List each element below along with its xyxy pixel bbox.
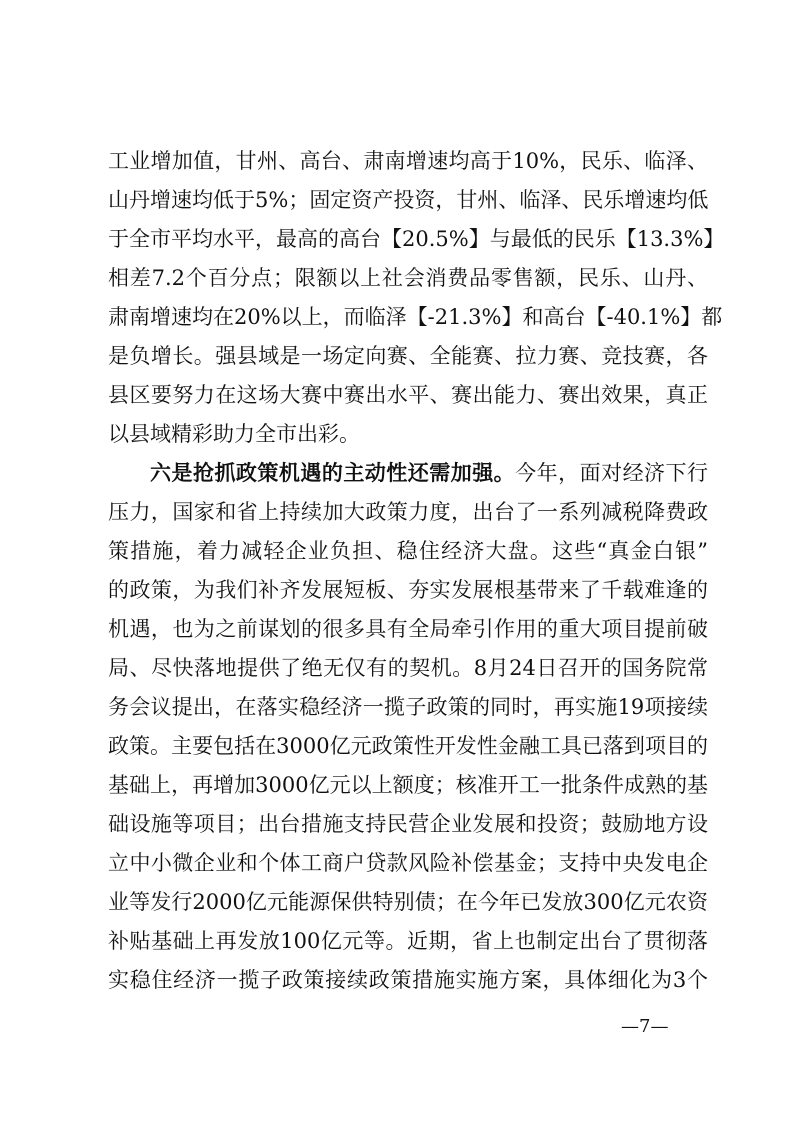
text-line: 补贴基础上再发放100亿元等。近期，省上也制定出台了贯彻落: [108, 929, 708, 953]
text-line: 政策。主要包括在3000亿元政策性开发性金融工具已落到项目的: [108, 734, 708, 758]
text-line: 务会议提出，在落实稳经济一揽子政策的同时，再实施19项接续: [108, 695, 708, 719]
text-line: 基础上，再增加3000亿元以上额度；核准开工一批条件成熟的基: [108, 773, 708, 797]
page-number: —7—: [621, 1016, 669, 1037]
text-line: 以县域精彩助力全市出彩。: [108, 422, 360, 446]
text-line: 肃南增速均在20%以上，而临泽【-21.3%】和高台【-40.1%】都: [108, 305, 723, 329]
paragraph-heading-line: [150, 458, 708, 488]
text-line: 的政策，为我们补齐发展短板、夯实发展根基带来了千载难逢的: [108, 578, 708, 602]
text-line: 压力，国家和省上持续加大政策力度，出台了一系列减税降费政: [108, 500, 708, 524]
text-line: 县区要努力在这场大赛中赛出水平、赛出能力、赛出效果，真正: [108, 383, 708, 407]
text-line: 机遇，也为之前谋划的很多具有全局牵引作用的重大项目提前破: [108, 617, 708, 641]
text-line: 工业增加值，甘州、高台、肃南增速均高于10%，民乐、临泽、: [108, 149, 708, 173]
heading-line-text: 今年，面对经济下行: [515, 461, 709, 485]
section-heading: 六是抢抓政策机遇的主动性还需加强。: [150, 460, 516, 485]
text-line: 局、尽快落地提供了绝无仅有的契机。8月24日召开的国务院常: [108, 656, 708, 680]
text-line: 于全市平均水平，最高的高台【20.5%】与最低的民乐【13.3%】: [108, 227, 725, 251]
text-line: 山丹增速均低于5%；固定资产投资，甘州、临泽、民乐增速均低: [108, 188, 709, 212]
text-line: 立中小微企业和个体工商户贷款风险补偿基金；支持中央发电企: [108, 851, 708, 875]
text-line: 实稳住经济一揽子政策接续政策措施实施方案，具体细化为3个: [108, 968, 708, 992]
text-line: 础设施等项目；出台措施支持民营企业发展和投资；鼓励地方设: [108, 812, 708, 836]
text-line: 相差7.2个百分点；限额以上社会消费品零售额，民乐、山丹、: [108, 266, 708, 290]
text-line: 是负增长。强县域是一场定向赛、全能赛、拉力赛、竞技赛，各: [108, 344, 708, 368]
text-line: 策措施，着力减轻企业负担、稳住经济大盘。这些“真金白银”: [108, 539, 708, 563]
text-line: 业等发行2000亿元能源保供特别债；在今年已发放300亿元农资: [108, 890, 708, 914]
